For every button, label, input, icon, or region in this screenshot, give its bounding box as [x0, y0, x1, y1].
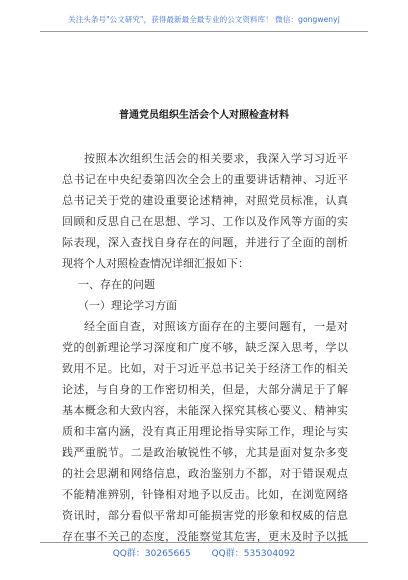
body-line: 按照本次组织生活会的相关要求，我深入学习习近平 [84, 152, 348, 165]
body-line: 经全面自查，对照该方面存在的主要问题有，一是对 [84, 320, 348, 333]
footer-qq-group-1: QQ群：30265665 [112, 549, 191, 559]
footer-qq-group-2: QQ群：535304092 [211, 549, 296, 559]
body-line: 的社会思潮和网络信息，政治鉴别力不都，对于错误观点 [62, 467, 348, 480]
body-line: 存在事不关己的态度，没能察觉其危害，更未及时予以抵 [62, 530, 348, 543]
header-divider [40, 31, 368, 32]
document-title: 普通党员组织生活会个人对照检查材料 [119, 110, 289, 121]
body-line: 不能精准辨别，针锋相对地予以反击。比如，在浏览网络 [62, 488, 348, 501]
body-line: 际表现，深入查找自身存在的问题，并进行了全面的剖析 [62, 236, 348, 249]
body-line: 总书记关于党的建设重要论述精神，对照党员标准，认真 [62, 194, 348, 207]
body-line: 论述，与自身的工作密切相关，但是，大部分满足于了解 [62, 383, 348, 396]
body-line: 资讯时，部分看似平常却可能损害党的形象和权威的信息 [62, 509, 348, 522]
body-line: 致用不足。比如，对于习近平总书记关于经济工作的相关 [62, 362, 348, 375]
body-line: 总书记在中央纪委第四次全会上的重要讲话精神、习近平 [62, 173, 348, 186]
body-line: 基本概念和大致内容，未能深入探究其核心要义、精神实 [62, 404, 348, 417]
subsection-heading: （一）理论学习方面 [78, 299, 177, 312]
section-heading: 一、存在的问题 [78, 278, 155, 291]
footer-divider [40, 542, 368, 543]
header-notice: 关注头条号"公文研究"，获得最新最全最专业的公文资料库！ 微信：gongwenyj [68, 15, 340, 24]
document-body [62, 148, 348, 547]
body-line: 党的创新理论学习深度和广度不够，缺乏深入思考，学以 [62, 341, 348, 354]
body-line: 践严重脱节。二是政治敏锐性不够，尤其是面对复杂多变 [62, 446, 348, 459]
body-line: 现将个人对照检查情况详细汇报如下： [62, 257, 249, 270]
body-line: 质和丰富内涵，没有真正用理论指导实际工作，理论与实 [62, 425, 348, 438]
footer-contacts [0, 546, 408, 559]
body-line: 回顾和反思自己在思想、学习、工作以及作风等方面的实 [62, 215, 348, 228]
